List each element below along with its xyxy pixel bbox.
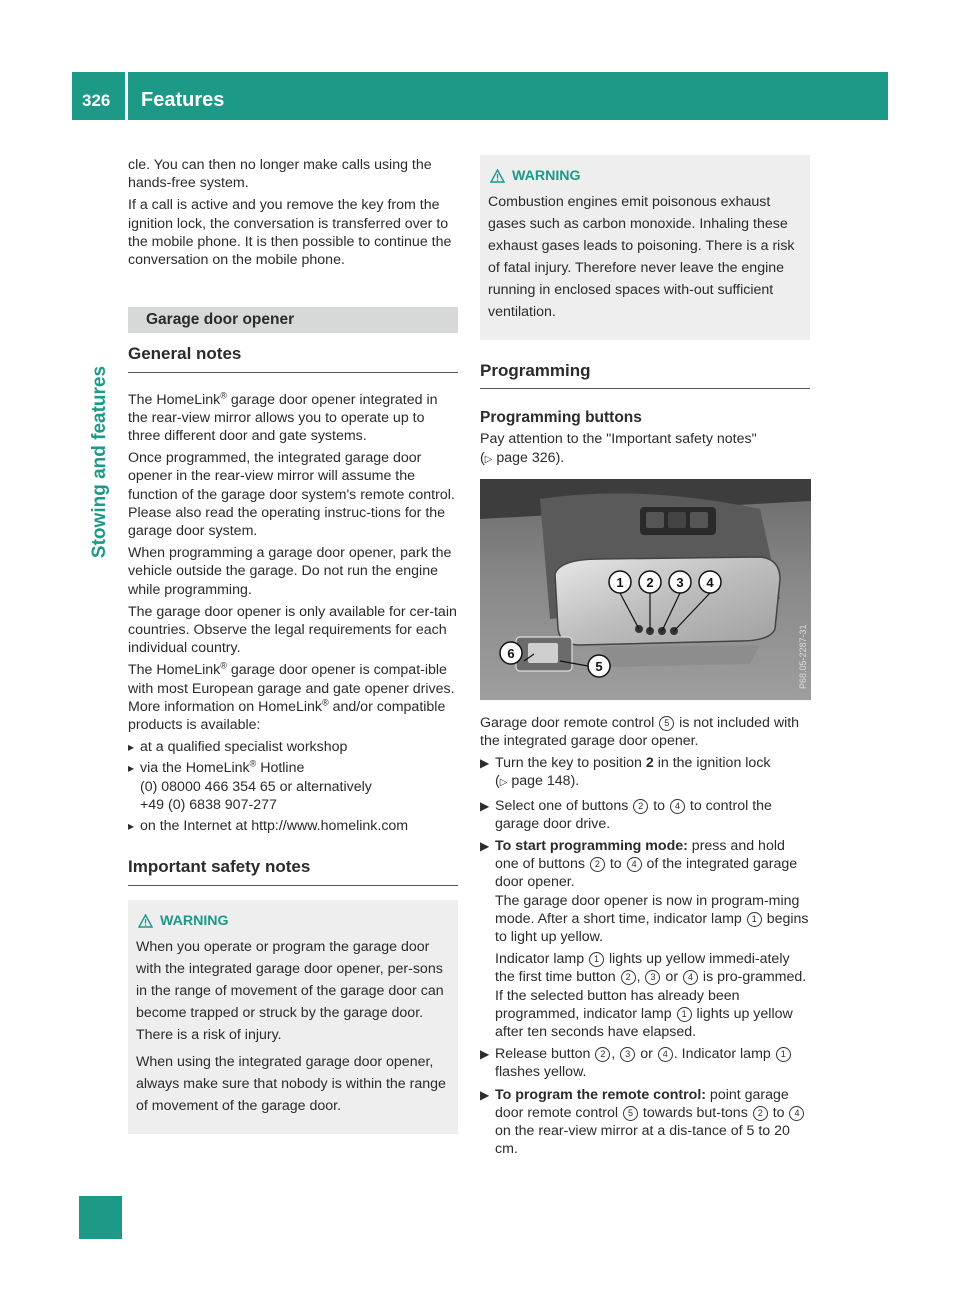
list-item: ▶ To program the remote control: point garage door remote control 5 towards but-tons 2 to 4 on the rear-view mirror at a dis-tance of 5 to 20 cm. xyxy=(480,1086,810,1159)
page-title: Features xyxy=(141,89,225,111)
remote-note: Garage door remote control 5 is not included with the integrated garage door opener. xyxy=(480,714,800,750)
left-column xyxy=(128,156,458,1134)
step-arrow-icon: ▶ xyxy=(480,839,490,854)
section-title-garage-door-opener: Garage door opener xyxy=(128,307,458,333)
right-column xyxy=(480,156,810,1162)
warning-label: WARNING xyxy=(160,912,229,929)
callout-4-label: 4 xyxy=(706,574,714,590)
list-item: ▶ Turn the key to position 2 in the ignition lock (▷ page 148). xyxy=(480,755,771,790)
heading-important-safety-notes: Important safety notes xyxy=(128,858,458,885)
page-number: 326 xyxy=(82,91,111,110)
warning-text-2: When using the integrated garage door opener, always make sure that nobody is within the range of movement of the garage door. xyxy=(136,1053,446,1114)
attention-note: Pay attention to the "Important safety notes" (▷ page 326). xyxy=(480,431,757,466)
list-item: ▸ at a qualified specialist workshop xyxy=(128,738,458,756)
callout-3-label: 3 xyxy=(676,574,684,590)
intro-paragraph-2: If a call is active and you remove the key from the ignition lock, the conversation is transferred over to the mobile phone. It is then possible to continue the conversation on the mobile phone. xyxy=(128,197,452,269)
callout-5-label: 5 xyxy=(595,658,603,674)
intro-paragraph-1: cle. You can then no longer make calls using the hands-free system. xyxy=(128,157,432,192)
page-ref-triangle-icon: ▷ xyxy=(484,453,493,465)
list-item: ▶ Release button 2 , 3 or 4 . Indicator lamp 1 flashes yellow. xyxy=(480,1045,810,1081)
step-arrow-icon: ▶ xyxy=(480,756,490,771)
side-color-block xyxy=(79,1196,122,1239)
header-separator xyxy=(125,72,128,120)
heading-programming-buttons: Programming buttons xyxy=(480,409,642,427)
warning-box-injury xyxy=(128,900,458,1134)
list-item: ▸ via the HomeLink® Hotline (0) 08000 466 354 65 or alternatively +49 (0) 6838 907-277 xyxy=(128,759,458,814)
warning-label: WARNING xyxy=(512,168,581,184)
general-notes-p4: The garage door opener is only available for cer-tain countries. Observe the legal requirements for each individual country. xyxy=(128,603,457,657)
warning-triangle-icon xyxy=(138,914,153,928)
heading-general-notes: General notes xyxy=(128,345,458,372)
callout-6-label: 6 xyxy=(507,645,515,661)
heading-programming: Programming xyxy=(480,362,810,389)
warning-triangle-icon xyxy=(490,169,505,183)
availability-list xyxy=(128,738,458,835)
list-item: ▸ on the Internet at http://www.homelink.com xyxy=(128,817,458,835)
callout-2-label: 2 xyxy=(646,574,654,590)
step-arrow-icon: ▶ xyxy=(480,1047,490,1062)
warning-box-exhaust xyxy=(480,155,810,340)
general-notes-p2: Once programmed, the integrated garage door opener in the rear-view mirror will assume the function of the garage door system's remote control. Please also read the operating instruc-tions for the garage door system. xyxy=(128,450,455,540)
general-notes-p5: The HomeLink® garage door opener is compat-ible with most European garage and gate opener drives. More information on HomeLink® and/or compatible products is available: xyxy=(128,660,455,734)
warning-text-exhaust: Combustion engines emit poisonous exhaust gases such as carbon monoxide. Inhaling these exhaust gases leads to poisoning. There is a risk of fatal injury. Therefore never leave the engine running in enclosed spaces with-out sufficient ventilation. xyxy=(488,194,795,320)
general-notes-p3: When programming a garage door opener, park the vehicle outside the garage. Do not run the engine while programming. xyxy=(128,545,452,598)
mirror-photo xyxy=(480,479,811,700)
warning-text-1: When you operate or program the garage door with the integrated garage door opener, per-sons in the range of movement of the garage door can become trapped or struck by the garage door. There is a risk of injury. xyxy=(136,938,444,1043)
list-item: ▶ Select one of buttons 2 to 4 to control the garage door drive. xyxy=(480,797,772,832)
side-section-label: Stowing and features xyxy=(89,365,110,559)
step-arrow-icon: ▶ xyxy=(480,798,490,813)
image-code: P68.05-2287-31 xyxy=(798,624,808,689)
list-item: ▶ To start programming mode: press and hold one of buttons 2 to 4 of the integrated garage door opener. The garage door opener is now in program-ming mode. After a short time, indicator lamp 1 begins to light up yellow. Indicator lamp 1 lights up yellow immedi-ately the first time button 2 , 3 or 4 is pro-grammed. If the selected button has already been programmed, indicator lamp 1 lights up yellow after ten seconds have elapsed. xyxy=(480,838,809,1041)
step-arrow-icon: ▶ xyxy=(480,1087,490,1102)
general-notes-p1: The HomeLink® garage door opener integrated in the rear-view mirror allows you to operate up to three different door and gate systems. xyxy=(128,389,438,445)
callout-1-label: 1 xyxy=(616,574,624,590)
programming-steps xyxy=(480,754,810,1158)
